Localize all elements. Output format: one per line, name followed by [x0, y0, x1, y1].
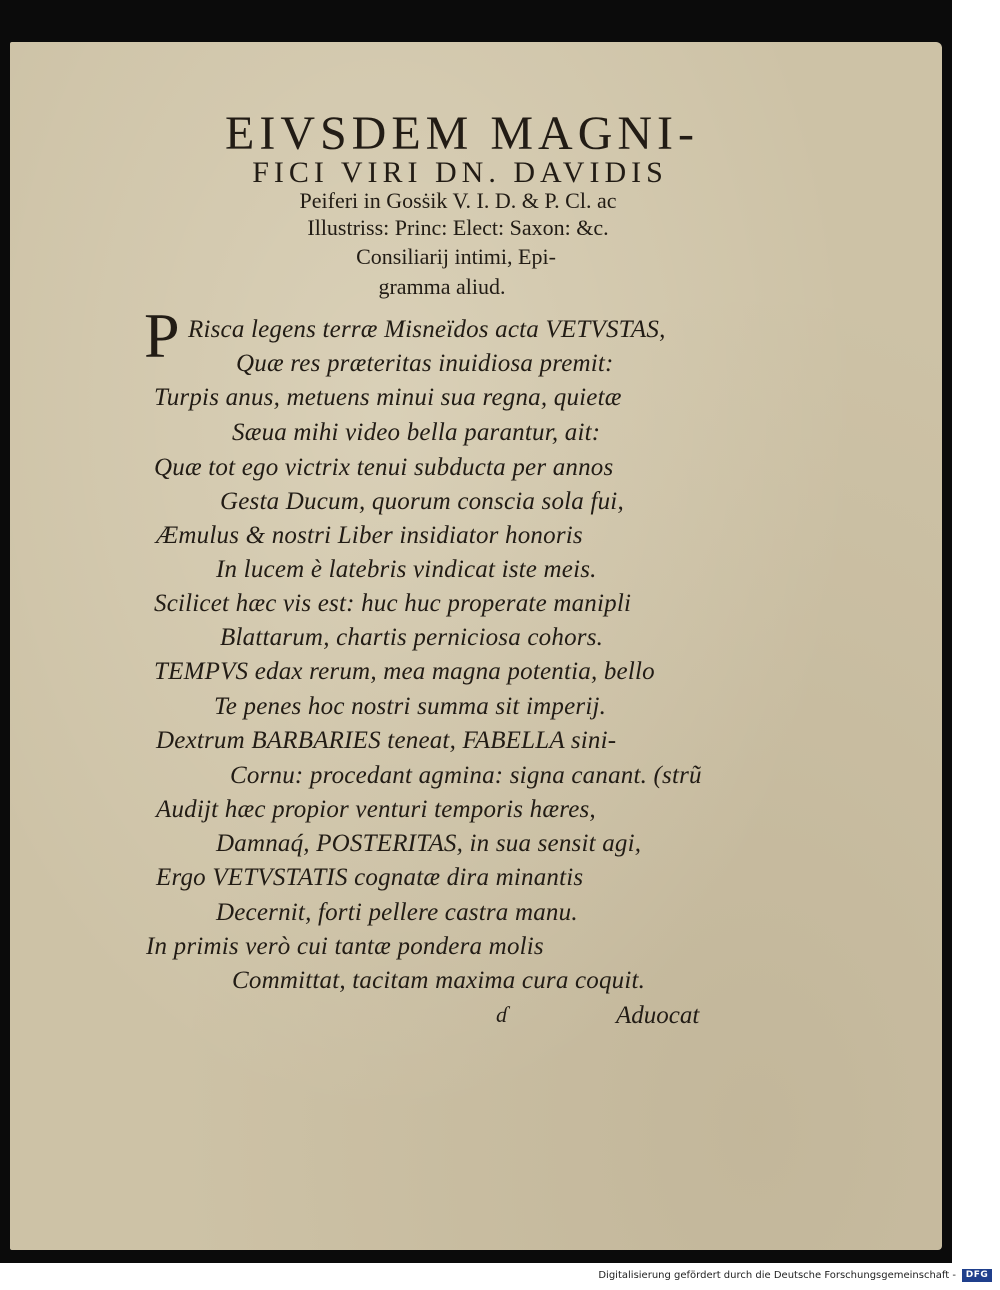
poem-line: Turpis anus, metuens minui sua regna, quietæ [154, 384, 622, 411]
drop-cap: P [144, 300, 180, 371]
poem-line: Blattarum, chartis perniciosa cohors. [220, 624, 604, 651]
book-page [10, 42, 942, 1250]
poem-line: TEMPVS edax rerum, mea magna potentia, bello [154, 658, 655, 685]
heading-line-4: Illustriss: Princ: Elect: Saxon: &c. [307, 215, 609, 240]
poem-line: Cornu: procedant agmina: signa canant. (strũ [230, 762, 702, 789]
heading-line-6: gramma aliud. [378, 274, 506, 299]
poem-line: Audijt hæc propior venturi temporis hæres, [156, 796, 596, 823]
heading-line-3: Peiferi in Gosṡik V. I. D. & P. Cl. ac [299, 188, 617, 213]
poem-line: In primis verò cui tantæ pondera molis [146, 933, 544, 960]
poem-line: Committat, tacitam maxima cura coquit. [232, 967, 646, 994]
funding-note: Digitalisierung gefördert durch die Deutsche Forschungsgemeinschaft - [598, 1270, 956, 1281]
poem-line: Æmulus & nostri Liber insidiator honoris [156, 522, 583, 549]
poem-line: Dextrum BARBARIES teneat, FABELLA sini- [156, 727, 617, 754]
poem-line: Ergo VETVSTATIS cognatæ dira minantis [156, 864, 584, 891]
heading-line-1: EIVSDEM MAGNI- [225, 107, 699, 160]
poem-line: Te penes hoc nostri summa sit imperij. [214, 693, 607, 720]
poem-line: Damnaq́, POSTERITAS, in sua sensit agi, [216, 830, 642, 857]
dfg-logo: DFG [962, 1269, 992, 1282]
poem-line: In lucem è latebris vindicat iste meis. [216, 556, 597, 583]
poem-line: Quæ res præteritas inuidiosa premit: [236, 350, 614, 377]
heading-line-2: FICI VIRI DN. DAVIDIS [252, 156, 668, 189]
poem-line: Quæ tot ego victrix tenui subducta per annos [154, 454, 614, 481]
heading-line-5: Consiliarij intimi, Epi- [356, 244, 556, 269]
signature-mark: ɗ [496, 1002, 507, 1027]
digitization-footer [0, 1263, 1000, 1290]
poem-line: Decernit, forti pellere castra manu. [216, 899, 578, 926]
catchword: Aduocat [616, 1002, 700, 1029]
poem-line: Risca legens terræ Misneïdos acta VETVSTAS, [188, 316, 666, 343]
poem-line: Sæua mihi video bella parantur, ait: [232, 419, 601, 446]
poem-line: Gesta Ducum, quorum conscia sola fui, [220, 488, 624, 515]
poem-line: Scilicet hæc vis est: huc huc properate manipli [154, 590, 632, 617]
